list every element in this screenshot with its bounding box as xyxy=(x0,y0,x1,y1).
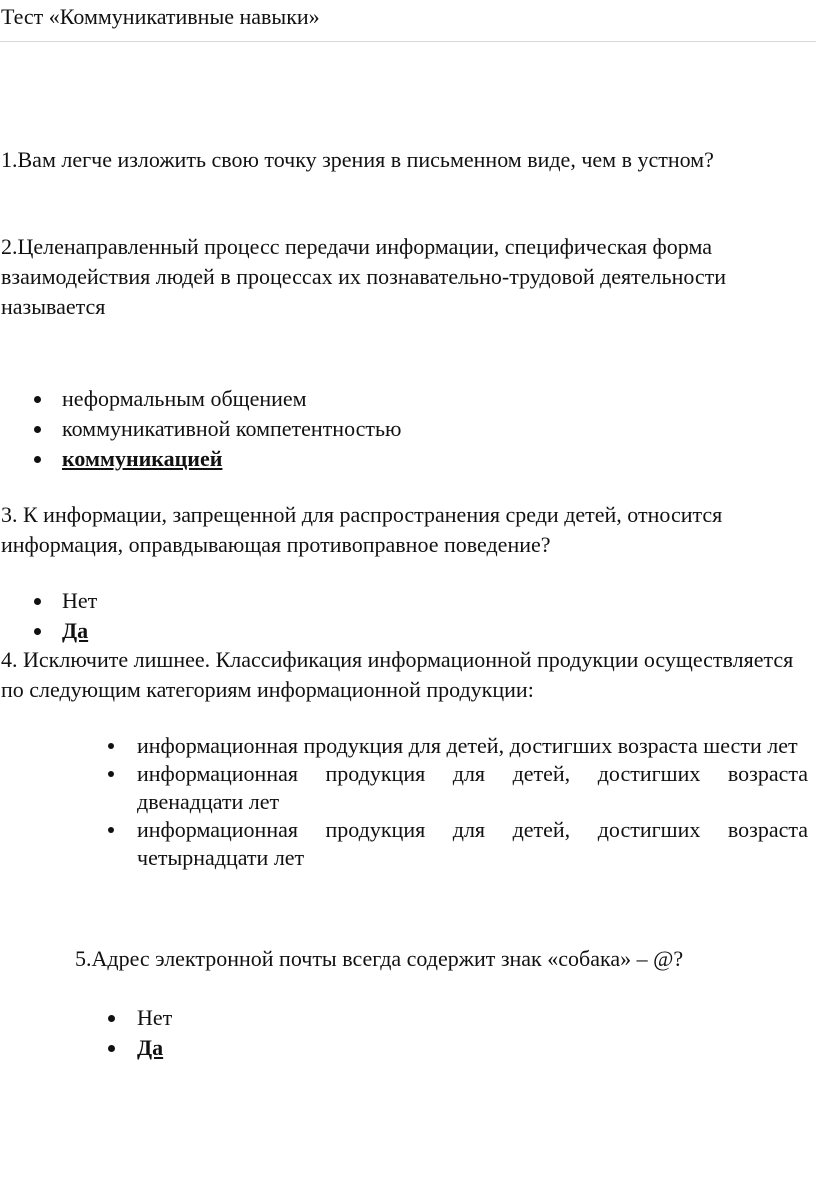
question-3-text: 3. К информации, запрещенной для распространения среди детей, относится информация, оправдывающая противоправное поведение? xyxy=(1,502,723,557)
option-label: информационная продукция для детей, достигших возраста шести лет xyxy=(137,733,798,758)
question-4-option xyxy=(0,816,816,872)
bullet-icon xyxy=(108,1045,115,1052)
question-3-options xyxy=(0,586,97,646)
correct-answer-label: Да xyxy=(62,618,89,643)
bullet-icon xyxy=(108,771,114,777)
question-1-text: 1.Вам легче изложить свою точку зрения в письменном виде, чем в устном? xyxy=(1,147,714,172)
question-5-option xyxy=(0,1003,172,1033)
question-4-options xyxy=(0,732,816,872)
option-label: Нет xyxy=(137,1005,173,1030)
question-4-option xyxy=(0,760,816,816)
option-label: Нет xyxy=(62,588,98,613)
bullet-icon xyxy=(34,396,41,403)
option-label: информационная продукция для детей, достигших возраста двенадцати лет xyxy=(137,761,808,814)
option-label: неформальным общением xyxy=(62,386,307,411)
bullet-icon xyxy=(108,827,114,833)
bullet-icon xyxy=(108,1015,115,1022)
question-4-text: 4. Исключите лишнее. Классификация информационной продукции осуществляется по следующим категориям информационной продукции: xyxy=(1,647,794,702)
question-2-option xyxy=(0,384,401,414)
bullet-icon xyxy=(34,456,41,463)
question-2-text: 2.Целенаправленный процесс передачи информации, специфическая форма взаимодействия людей в процессах их познавательно-трудовой деятельности называется xyxy=(1,234,727,319)
document-header xyxy=(0,0,816,42)
question-2-options xyxy=(0,384,401,474)
question-3-option xyxy=(0,586,97,616)
bullet-icon xyxy=(34,628,41,635)
correct-answer-label: коммуникацией xyxy=(62,446,223,471)
question-2-option xyxy=(0,414,401,444)
document-title: Тест «Коммуникативные навыки» xyxy=(1,4,320,29)
question-2-option-correct xyxy=(0,444,401,474)
bullet-icon xyxy=(108,743,114,749)
bullet-icon xyxy=(34,426,41,433)
option-label: информационная продукция для детей, достигших возраста четырнадцати лет xyxy=(137,817,808,870)
question-5-option-correct xyxy=(0,1033,172,1063)
correct-answer-label: Да xyxy=(137,1035,164,1060)
bullet-icon xyxy=(34,598,41,605)
question-4-option xyxy=(0,732,816,760)
question-5-options xyxy=(0,1003,172,1063)
question-3-option-correct xyxy=(0,616,97,646)
option-label: коммуникативной компетентностью xyxy=(62,416,402,441)
question-5-text: 5.Адрес электронной почты всегда содержит знак «собака» – @? xyxy=(75,946,684,971)
